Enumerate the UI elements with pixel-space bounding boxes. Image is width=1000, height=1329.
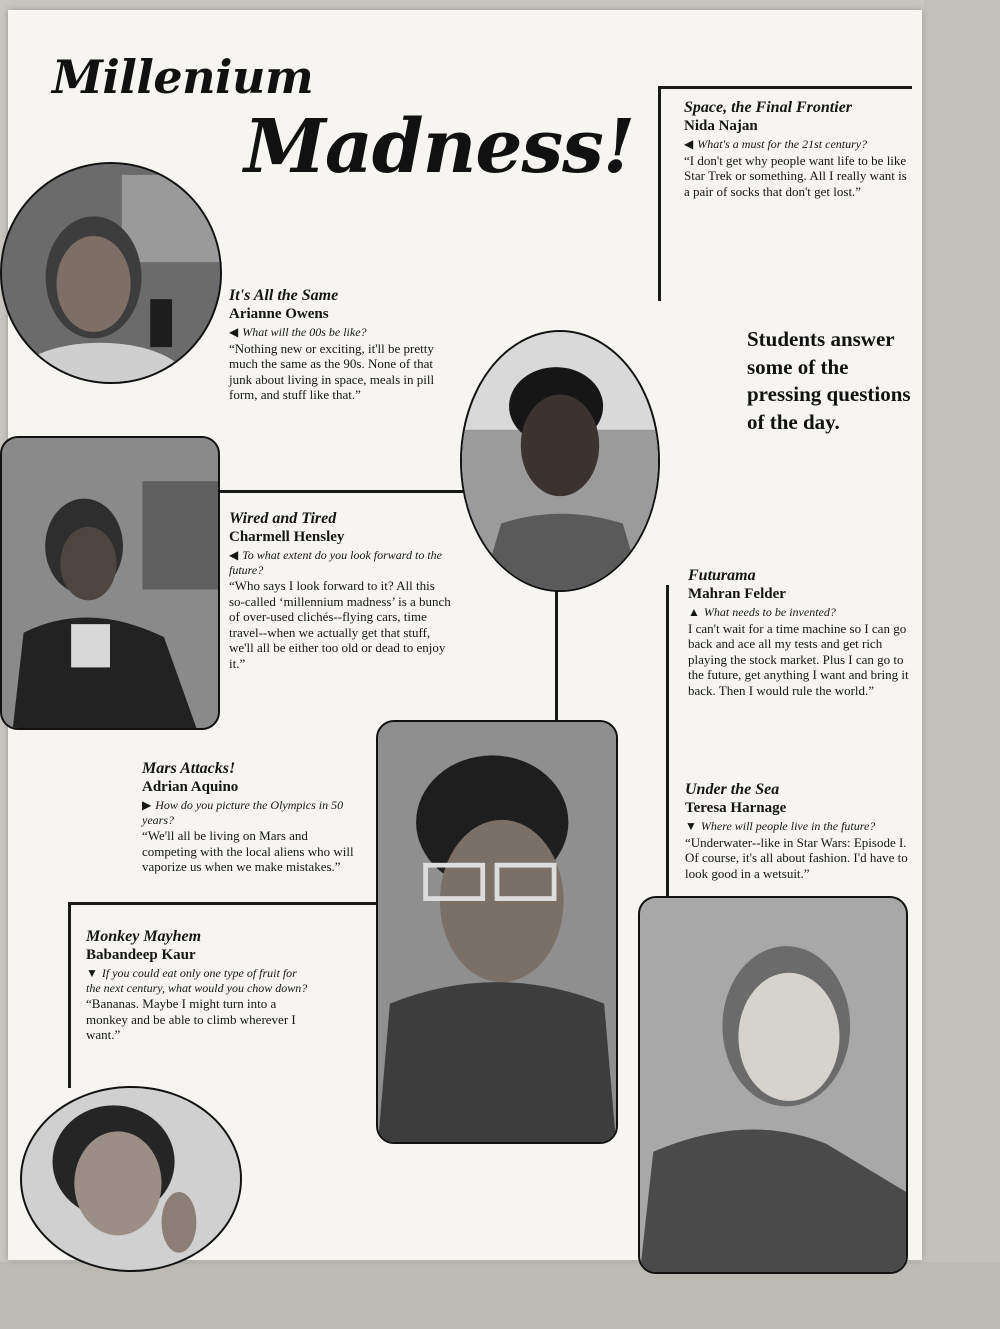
- frame-line-monkey-left: [68, 902, 71, 1088]
- frame-line-right: [666, 585, 669, 898]
- answer-text: “We'll all be living on Mars and competing with the local aliens who will vaporize us when we make mistakes.”: [142, 828, 354, 874]
- arrow-left-icon: ◀: [684, 137, 694, 151]
- student-name: Adrian Aquino: [142, 779, 239, 795]
- question: [229, 325, 457, 340]
- entry-heading: It's All the Same: [229, 287, 339, 304]
- student-name: Teresa Harnage: [685, 800, 787, 816]
- entry-under-the-sea: [685, 780, 909, 881]
- entry-heading: Space, the Final Frontier: [684, 99, 853, 116]
- entry-wired-and-tired: [229, 509, 451, 671]
- arrow-up-icon: ▲: [688, 605, 700, 619]
- arrow-down-icon: ▼: [685, 819, 697, 833]
- question-text: What's a must for the 21st century?: [697, 137, 868, 151]
- answer-text: “Nothing new or exciting, it'll be pretty much the same as the 90s. None of that junk about living in space, meals in pill form, and stuff like that.”: [229, 340, 435, 402]
- answer-text: “Bananas. Maybe I might turn into a monkey and be able to climb wherever I want.”: [86, 996, 296, 1042]
- student-name: Charmell Hensley: [229, 529, 345, 545]
- frame-line-space-left: [658, 86, 661, 301]
- tagline: Students answer some of the pressing questions of the day.: [747, 327, 911, 434]
- portrait-icon: [462, 332, 658, 590]
- question-text: To what extent do you look forward to the future?: [229, 548, 443, 577]
- entry-heading: Under the Sea: [685, 781, 780, 798]
- student-name: Nida Najan: [684, 118, 758, 134]
- entry-monkey-mayhem: [86, 927, 308, 1043]
- entry-heading: Monkey Mayhem: [86, 928, 202, 945]
- frame-line-wired-top: [218, 490, 478, 493]
- student-name: Babandeep Kaur: [86, 947, 196, 963]
- answer-text: “Who says I look forward to it? All this so-called ‘millennium madness’ is a bunch of over-used clichés--flying cars, time travel--when we actually get that stuff, we'll all be either too old or dead to enjoy it.”: [229, 578, 451, 671]
- question-text: How do you picture the Olympics in 50 years?: [142, 798, 344, 827]
- question: [86, 966, 308, 995]
- title-line-1: Millenium: [52, 50, 314, 104]
- portrait-icon: [2, 164, 220, 382]
- answer-text: “I don't get why people want life to be like Star Trek or something. All I really want is a pair of socks that don't get lost.”: [684, 152, 907, 199]
- photo-charmell-hensley: [0, 436, 220, 730]
- photo-teresa-harnage: [638, 896, 908, 1274]
- arrow-right-icon: ▶: [142, 798, 152, 812]
- answer-text: “Underwater--like in Star Wars: Episode I. Of course, it's all about fashion. I'd have to look good in a wetsuit.”: [685, 834, 908, 881]
- frame-line-center: [555, 588, 558, 720]
- answer-text: I can't wait for a time machine so I can go back and ace all my tests and get rich playing the stock market. Plus I can go to the future, get anything I want and bring it back. Then I would rule the world.”: [688, 620, 909, 698]
- question: [229, 548, 451, 577]
- frame-line-monkey-top: [68, 902, 376, 905]
- portrait-icon: [640, 898, 906, 1272]
- arrow-left-icon: ◀: [229, 548, 239, 562]
- entry-space-final-frontier: [684, 98, 912, 199]
- arrow-down-icon: ▼: [86, 966, 98, 980]
- entry-heading: Mars Attacks!: [142, 760, 236, 777]
- entry-heading: Wired and Tired: [229, 510, 337, 527]
- entry-mars-attacks: [142, 759, 364, 875]
- portrait-icon: [22, 1088, 240, 1270]
- photo-babandeep-kaur: [20, 1086, 242, 1272]
- question: [142, 798, 364, 827]
- page-edge: [924, 0, 1000, 1329]
- student-name: Arianne Owens: [229, 306, 329, 322]
- arrow-left-icon: ◀: [229, 325, 239, 339]
- question: [685, 819, 909, 834]
- photo-adrian-aquino: [376, 720, 618, 1144]
- photo-mahran-felder: [460, 330, 660, 592]
- question: [688, 605, 910, 620]
- question: [684, 137, 912, 152]
- question-text: What will the 00s be like?: [242, 325, 367, 339]
- entry-its-all-the-same: [229, 286, 457, 403]
- student-name: Mahran Felder: [688, 586, 786, 602]
- photo-arianne-owens: [0, 162, 222, 384]
- title-line-2: Madness!: [244, 104, 635, 190]
- portrait-icon: [2, 438, 218, 728]
- question-text: If you could eat only one type of fruit for the next century, what would you chow down?: [86, 966, 308, 995]
- frame-line-top-right: [658, 86, 912, 89]
- entry-futurama: [688, 566, 910, 698]
- question-text: Where will people live in the future?: [700, 819, 876, 833]
- entry-heading: Futurama: [688, 567, 756, 584]
- portrait-icon: [378, 722, 616, 1142]
- question-text: What needs to be invented?: [703, 605, 836, 619]
